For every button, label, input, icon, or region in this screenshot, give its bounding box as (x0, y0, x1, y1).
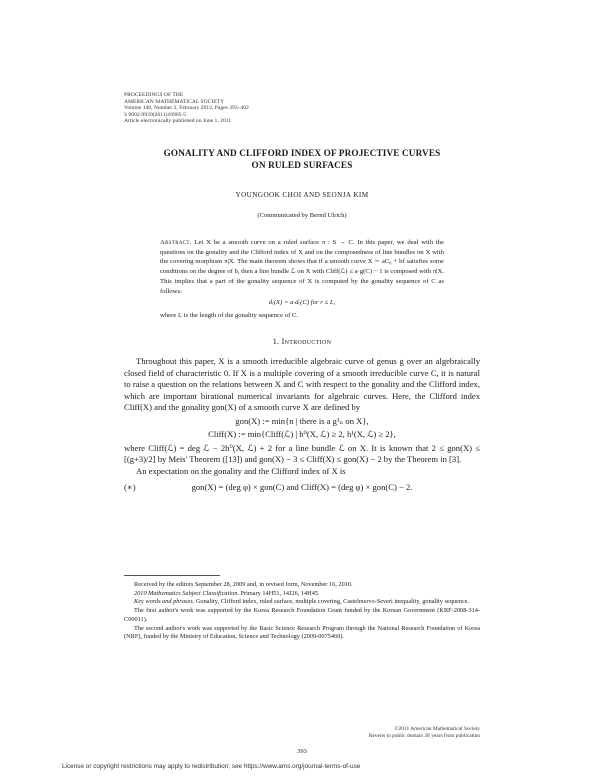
footnotes (124, 581, 480, 642)
abstract-text: Let X be a smooth curve on a ruled surface π : S → C. In this paper, we deal with the questions on the gonality and the Clifford index of X and on the composedness of line bundles on X with the covering morphism π|X. The main theorem shows that if a smooth curve X ∼ aC₀ + bf satisfies some conditions on the degree of b, then a line bundle ℒ on X with Cliff(ℒ) ≤ a·g(C) − 1 is composed with π|X. This implies that a part of the gonality sequence of X is computed by the gonality sequence of C as follows: (160, 239, 444, 295)
communicated-by: (Communicated by Bernd Ulrich) (257, 212, 347, 219)
keywords-note (124, 598, 480, 607)
issn: S 0002-9939(2011)10905-5 (124, 111, 187, 118)
abstract-closing: where L is the length of the gonality sequence of C. (160, 311, 299, 319)
license-footer: License or copyright restrictions may apply to redistribution; see https://www.ams.org/journal-terms-of-use (62, 763, 361, 770)
received-note: Received by the editors September 28, 2009 and, in revised form, November 16, 2010. (134, 581, 353, 588)
volume-info: Volume 140, Number 2, February 2012, Pages 393–402 (124, 105, 249, 112)
section-title: Introduction (281, 337, 332, 346)
journal-name-line2: AMERICAN MATHEMATICAL SOCIETY (124, 98, 225, 105)
clifford-definition: Cliff(X) := min{Cliff(ℒ) | h⁰(X, ℒ) ≥ 2, h¹(X, ℒ) ≥ 2}, (208, 429, 396, 439)
intro-paragraph-1: Throughout this paper, X is a smooth irreducible algebraic curve of genus g over an algebraically closed field of characteristic 0. If X is a multiple covering of a smooth irreducible curve C, it is natural to raise a question on the relations between X and C with respect to the gonality and the Clifford index, which are important birational numerical invariants for algebraic curves. Here, the Clifford index Cliff(X) and the gonality gon(X) of a smooth curve X are defined by (124, 356, 480, 412)
intro-paragraph-2: where Cliff(ℒ) = deg ℒ − 2h⁰(X, ℒ) + 2 for a line bundle ℒ on X. It is known that 2 ≤ gon(X) ≤ [(g+3)/2] by Meis' Theorem ([13]) and gon(X) − 3 ≤ Cliff(X) ≤ gon(X) − 2 by the Theorem in [3]. (124, 442, 480, 464)
msc-note (124, 590, 480, 599)
copyright-notice (300, 726, 480, 740)
paper-title (124, 147, 480, 171)
abstract-equation: dᵣ(X) = a·dᵣ(C) for r ≤ L, (268, 299, 336, 307)
publication-date: Article electronically published on June 1, 2011 (124, 118, 232, 125)
intro-paragraph-3: An expectation on the gonality and the Clifford index of X is (136, 465, 346, 476)
footnote-divider (124, 575, 220, 576)
section-number: 1. (272, 337, 280, 346)
page-number: 393 (297, 748, 307, 755)
second-author-funding: The second author's work was supported by the Basic Science Research Program through the National Research Foundation of Korea (NRF), funded by the Ministry of Education, Science and Technology (2009-0075469). (124, 624, 480, 641)
msc-text: Primary 14H51, 14J26, 14H45. (240, 589, 320, 597)
journal-header (124, 92, 249, 125)
expectation-equation (124, 482, 480, 494)
msc-label: 2010 Mathematics Subject Classification. (134, 589, 239, 597)
body-text (124, 356, 480, 494)
journal-name-line1: PROCEEDINGS OF THE (124, 92, 184, 98)
abstract (160, 238, 444, 321)
expectation-formula: gon(X) = (deg φ) × gon(C) and Cliff(X) = (deg φ) × gon(C) − 2. (191, 482, 413, 492)
copyright-line1: ©2011 American Mathematical Society (394, 726, 480, 732)
abstract-label: Abstract. (160, 239, 192, 246)
first-author-funding: The first author's work was supported by the Korea Research Foundation Grant funded by the Korean Government (KRF-2008-314-C00011). (124, 607, 480, 623)
authors: YOUNGOOK CHOI AND SEONJA KIM (235, 191, 369, 199)
keywords-label: Key words and phrases. (134, 598, 195, 606)
section-heading (124, 337, 480, 346)
gonality-definition: gon(X) := min{n | there is a g¹ₙ on X}, (235, 415, 369, 426)
copyright-line2: Reverts to public domain 28 years from publication (368, 732, 480, 739)
paper-title-line1: GONALITY AND CLIFFORD INDEX OF PROJECTIVE CURVES (163, 148, 441, 158)
equation-tag: (∗) (124, 482, 136, 492)
keywords-text: Gonality, Clifford index, ruled surface, multiple covering, Castelnuovo-Severi inequality, gonality sequence. (195, 598, 470, 606)
paper-title-line2: ON RULED SURFACES (251, 160, 353, 170)
